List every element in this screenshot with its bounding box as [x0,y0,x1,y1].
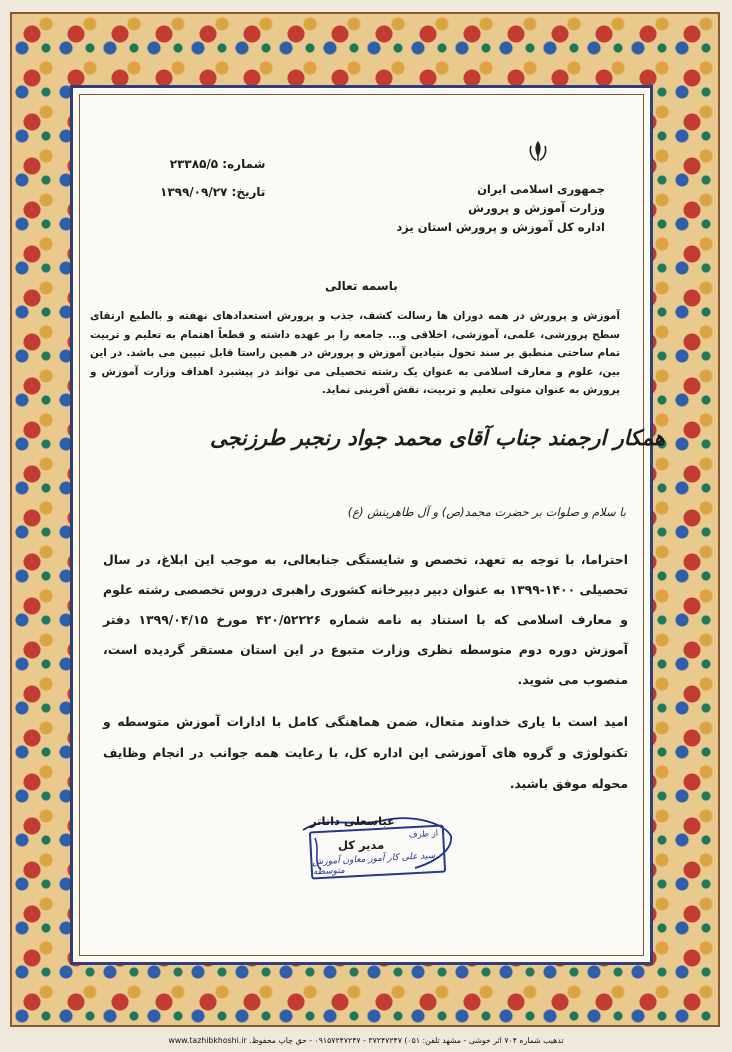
invocation: باسمه تعالی [325,279,398,293]
salutation: با سلام و صلوات بر حضرت محمد(ص) و آل طاهرینش (ع) [347,505,626,519]
letter-date: تاریخ: ۱۳۹۹/۰۹/۲۷ [160,185,266,199]
header-line-2: وزارت آموزش و پرورش [468,201,605,215]
addressee-line: همکار ارجمند جناب آقای محمد جواد رنجبر طرزنجی [210,425,665,450]
signatory-name: عباسعلی داناتر [310,814,395,828]
preamble-paragraph: آموزش و پرورش در همه دوران ها رسالت کشف، جذب و پرورش استعدادهای نهفته و بالطبع ارتقای سطح پرورشی، علمی، آموزشی، اخلاقی و... جامعه را بر عهده داشته و قطعاً اهتمام به تعلیم و تربیت تمام ساحتی منطبق بر سند تحول بنیادین آموزش و پرورش در همین راستا قابل تبیین می باشد. در این بین، علوم و معارف اسلامی به عنوان یک رشته تحصیلی می تواند در پیشبرد اهداف وزارت آموزش و پرورش به عنوان متولی تعلیم و تربیت، نقش آفرینی نماید. [90,310,620,396]
header-line-1: جمهوری اسلامی ایران [477,182,605,196]
iran-emblem-icon [528,140,548,162]
body-paragraph-2: امید است با یاری خداوند متعال، ضمن هماهنگی کامل با ادارات آموزش متوسطه و تکنولوژی و گروه های آموزشی این اداره کل، با رعایت همه جوانب در انجام وظایف محوله موفق باشید. [103,714,628,791]
reference-block [160,150,265,206]
header-line-3: اداره کل آموزش و پرورش استان یزد [396,220,605,234]
stamp-text-top: از طرف [408,828,439,841]
ministry-header [396,180,605,237]
stamp-text-bottom: سید علی کار آموز معاون آموزش متوسطه [312,850,436,878]
letter-number: شماره: ۲۳۳۸۵/۵ [169,157,266,171]
footer-credit: تذهیب شماره ۷۰۴ اثر خوشی - مشهد تلفن: ۰۵۱) ۳۷۲۴۷۲۴۷ - ۰۹۱۵۷۲۴۷۲۴۷ - حق چاپ محفوظ. www.tazhibkhoshi.ir [168,1036,564,1045]
signatory-title: مدیر کل [338,838,385,852]
body-paragraph-1: احتراما، با توجه به تعهد، تخصص و شایستگی جنابعالی، به موجب این ابلاغ، در سال تحصیلی ۱۴۰۰-۱۳۹۹ به عنوان دبیر دبیرخانه کشوری راهبری دروس تخصصی رشته علوم و معارف اسلامی که با استناد به نامه شماره ۴۲۰/۵۲۲۲۶ مورخ ۱۳۹۹/۰۴/۱۵ دفتر آموزش دوره دوم متوسطه نظری وزارت متبوع در این استان مستقر گردیده است، منصوب می شوید. [103,552,628,687]
official-stamp [309,825,446,880]
